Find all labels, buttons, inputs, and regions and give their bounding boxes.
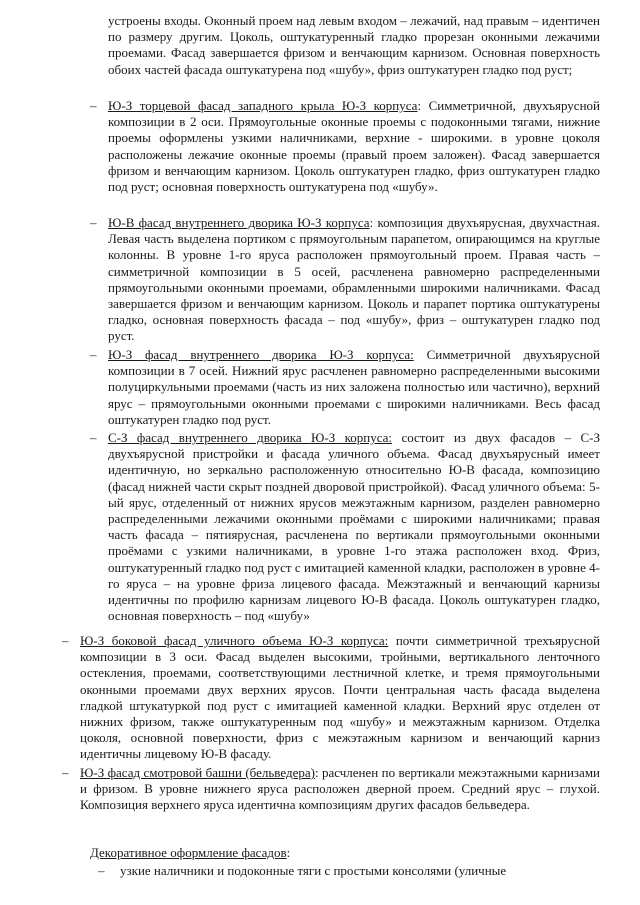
list-item-southwest-courtyard-facade [108, 347, 600, 428]
facade-description: состоит из двух фасадов – С-З двухъярусной пристройки и фасада уличного объема. Фасад двухъярусный имеет идентичную, но зеркально расположенную относительно Ю-В фасада, композицию (фасад нижней части скрыт поздней дворовой пристройкой). Фасад уличного объема: 5-ый ярус, отделенный от нижних ярусов межэтажным карнизом, разделен равномерно распределенными лежачими оконными проёмами с широкими наличниками; правая часть фасада – пятиярусная, расчленена по вертикали прямоугольными оконными проёмами с узкими наличниками, в уровне 1-го этажа расположен вход. Фриз, оштукатуренный гладко под руст с имитацией каменной кладки, расположен в уровне 4-го яруса – на уровне фриза лицевого фасада. Межэтажный и венчающий карнизы идентичны по профилю карнизам лицевого Ю-В фасада. Цоколь оштукатурен гладко, основная поверхность – под «шубу» [108, 430, 600, 624]
facade-description: : расчленен по вертикали межэтажными карнизами и фризом. В уровне нижнего яруса расположен дверной проем. Средний ярус – глухой. Композиция верхнего яруса идентична композициям других фасадов бельведера. [80, 765, 601, 813]
paragraph-continuation [108, 13, 600, 78]
section-heading-colon: : [286, 845, 291, 860]
facade-title: С-З фасад внутреннего дворика Ю-З корпуса: [108, 430, 393, 445]
list-dash: – [90, 430, 97, 445]
list-dash: – [90, 215, 97, 230]
facade-title: Ю-З торцевой фасад западного крыла Ю-З корпуса [108, 98, 418, 113]
list-dash: – [62, 765, 69, 780]
list-item-southwest-side-facade [80, 633, 600, 763]
list-item-southwest-end-facade [108, 98, 600, 195]
facade-description: : композиция двухъярусная, двухчастная. Левая часть выделена портиком с прямоугольным парапетом, опирающимся на круглые колонны. В уровне 1-го яруса расположен прямоугольный проем. Правая часть – симметричной композиции в 5 осей, расчленена равномерно распределенными прямоугольными оконными проемами, обрамленными широкими наличниками. Фасад завершается фризом и венчающим карнизом. Цоколь и парапет портика оштукатурены гладко, основная поверхность фасада – под «шубу», фриз – оштукатурен гладко под руст. [108, 215, 601, 344]
list-dash: – [98, 863, 105, 878]
list-dash: – [90, 347, 97, 362]
list-item-text: узкие наличники и подоконные тяги с простыми консолями (уличные [120, 863, 507, 878]
facade-title: Ю-З фасад смотровой башни (бельведера) [80, 765, 315, 780]
list-item-northwest-courtyard-facade [108, 430, 600, 624]
list-dash: – [90, 98, 97, 113]
list-item-southeast-courtyard-facade [108, 215, 600, 345]
facade-title: Ю-З боковой фасад уличного объема Ю-З корпуса: [80, 633, 389, 648]
list-dash: – [62, 633, 69, 648]
facade-description: Симметричной двухъярусной композиции в 7 осей. Нижний ярус расчленен равномерно распределенными высокими полуциркульными проемами (часть из них заложена полностью или частично), верхний ярус – прямоугольными оконными проемами с широкими наличниками. Весь фасад оштукатурен гладко под руст. [108, 347, 600, 427]
paragraph-text: устроены входы. Оконный проем над левым входом – лежачий, над правым – идентичен по размеру другим. Цоколь, оштукатуренный гладко прорезан оконными лежачими проемами. Фасад завершается фризом и венчающим карнизом. Основная поверхность обоих частей фасада оштукатурена под «шубу», фриз оштукатурен гладко под руст; [108, 13, 600, 77]
section-heading [90, 845, 290, 861]
list-item-decorative-trims [120, 863, 600, 879]
facade-title: Ю-В фасад внутреннего дворика Ю-З корпуса [108, 215, 370, 230]
facade-title: Ю-З фасад внутреннего дворика Ю-З корпуса: [108, 347, 414, 362]
section-heading-text: Декоративное оформление фасадов [90, 845, 287, 860]
facade-description: : Симметричной, двухъярусной композиции в 2 оси. Прямоугольные оконные проемы с подоконными тягами, нижние проемы оформлены узкими наличниками, верхние - широкими. в уровне цоколя расположены лежачие оконные проемы (правый проем заложен). Фасад завершается фризом и венчающим карнизом. Цоколь оштукатурен гладко, фриз оштукатурен гладко под руст; основная поверхность оштукатурена под «шубу». [108, 98, 600, 195]
list-item-belvedere-facade [80, 765, 600, 814]
facade-description: почти симметричной трехъярусной композиции в 3 оси. Фасад выделен высокими, тройными, вертикального ленточного остекления, проемами, соответствующими лестничной клетке, и тремя прямоугольными оконными проемами двух верхних ярусов. Почти центральная часть фасада выделена гладкой штукатуркой под руст с имитацией каменной кладки. Верхний ярус отделен от нижних фризом, также оштукатуренным под «шубу» и межэтажным карнизом. Отделка цоколя, основной поверхности, фриз с межэтажным карнизом и венчающий карниз идентичны лицевому Ю-В фасаду. [80, 633, 601, 762]
